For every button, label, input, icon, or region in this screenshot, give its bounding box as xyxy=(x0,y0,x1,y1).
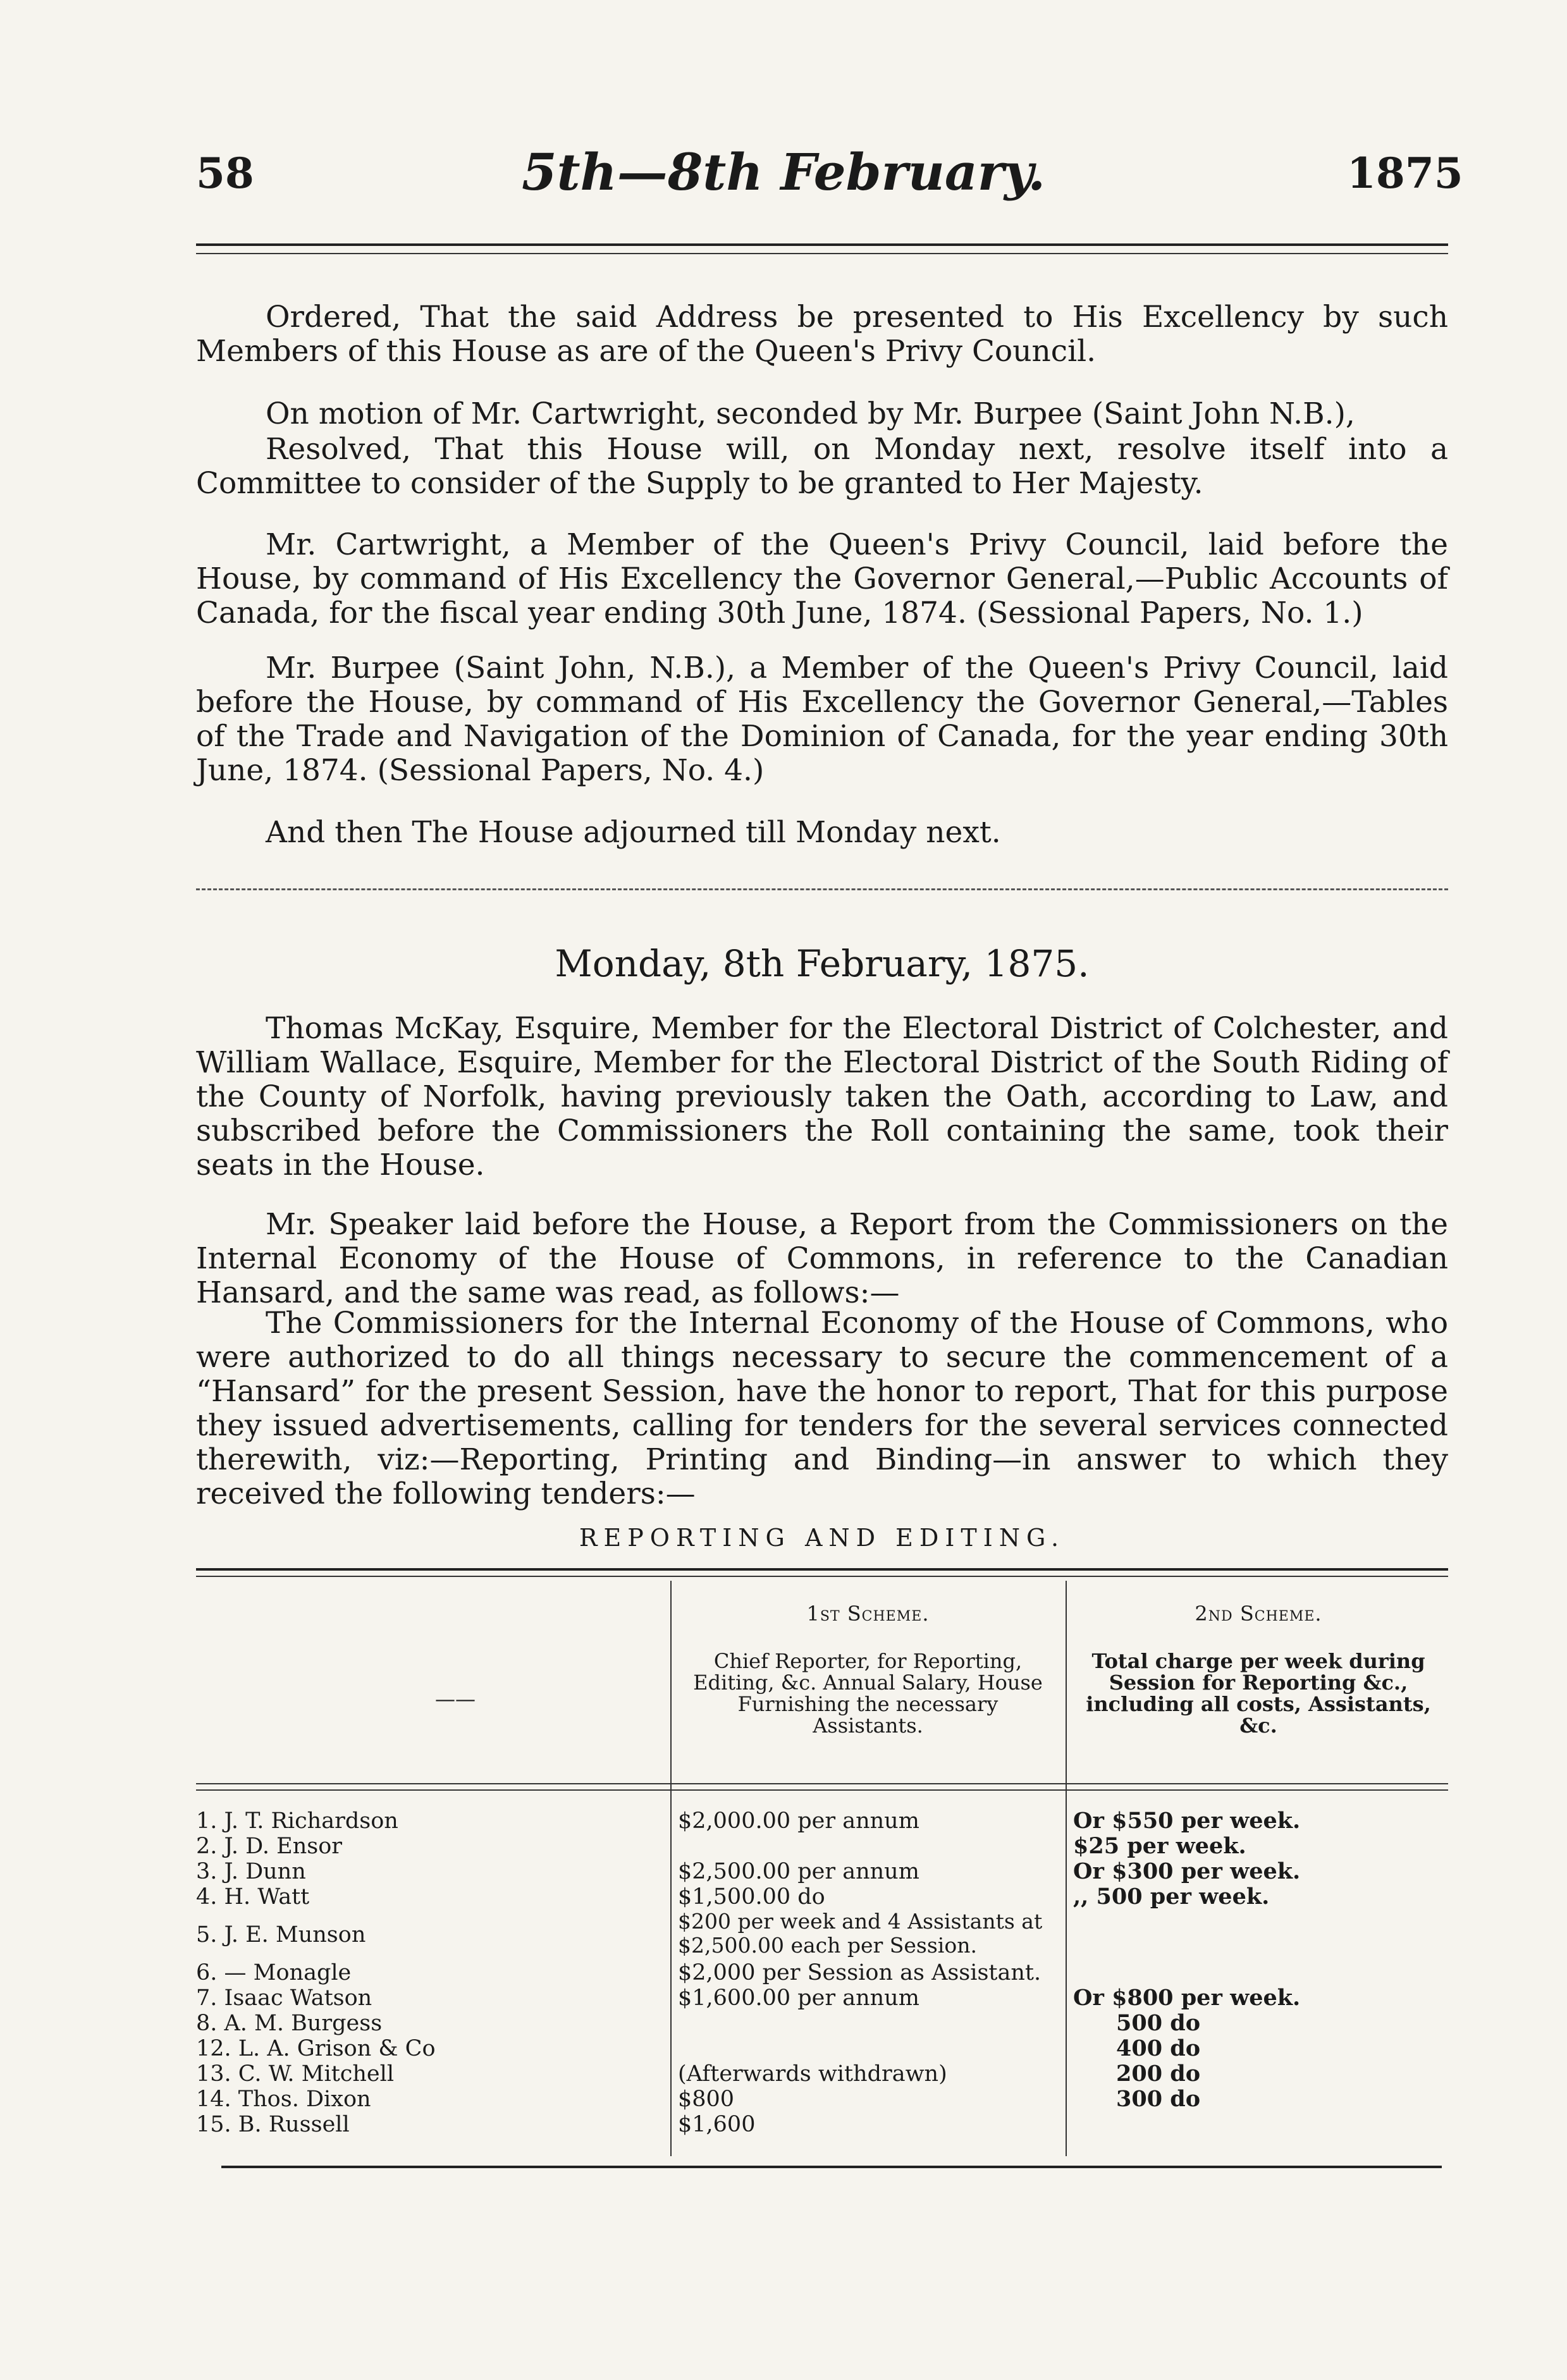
header-rule xyxy=(196,243,1448,246)
scheme1-value xyxy=(670,2011,1066,2036)
paragraph-commissioners: The Commissioners for the Internal Economy of the House of Commons, who were authorized to do all things necessary to secure the commencement of a “Hansard” for the present Session, have the honor to report, That for this purpose they issued advertisements, calling for tenders for the several services connected therewith, viz:—Reporting, Printing and Binding—in answer to which they received the following tenders:— xyxy=(196,1306,1448,1511)
table-row xyxy=(196,2036,1448,2061)
tenderer-name: 1. J. T. Richardson xyxy=(196,1808,398,1834)
table-header-rule-2 xyxy=(196,1789,1448,1791)
scheme2-value: 500 do xyxy=(1116,2011,1201,2036)
table-row xyxy=(196,1834,1448,1859)
scheme2-title: 2nd Scheme. xyxy=(1195,1602,1322,1626)
page-year: 1875 xyxy=(1347,149,1463,198)
section-divider xyxy=(196,888,1448,890)
table-row xyxy=(196,1960,1448,1985)
table-row xyxy=(196,1910,1448,1960)
paragraph-trade-tables: Mr. Burpee (Saint John, N.B.), a Member of the Queen's Privy Council, laid before the House, by command of His Excellency the Governor General,—Tables of the Trade and Navigation of the Dominion of Canada, for the year ending 30th June, 1874. (Sessional Papers, No. 4.) xyxy=(196,651,1448,788)
paragraph-resolved: Resolved, That this House will, on Monday next, resolve itself into a Committee to consider of the Supply to be granted to Her Majesty. xyxy=(196,432,1448,501)
scheme2-value: 400 do xyxy=(1116,2036,1201,2061)
scheme1-value xyxy=(670,1834,1066,1859)
tenderer-name: 12. L. A. Grison & Co xyxy=(196,2036,436,2061)
scheme1-description: Chief Reporter, for Reporting, Editing, &c. Annual Salary, House Furnishing the necessary Assistants. xyxy=(693,1649,1043,1738)
paragraph-adjourned: And then The House adjourned till Monday next. xyxy=(266,815,1001,850)
paragraph-ordered: Ordered, That the said Address be presented to His Excellency by such Members of this House as are of the Queen's Privy Council. xyxy=(196,300,1448,369)
tenderer-name: 15. B. Russell xyxy=(196,2112,350,2137)
tenderer-name: 3. J. Dunn xyxy=(196,1859,306,1884)
tenderer-name: 6. — Monagle xyxy=(196,1960,352,1985)
table-header-rule xyxy=(196,1783,1448,1784)
scheme2-value xyxy=(1066,1960,1448,1985)
table-row xyxy=(196,2011,1448,2036)
tenderer-name: 5. J. E. Munson xyxy=(196,1922,366,1948)
scheme1-value: $2,500.00 per annum xyxy=(678,1859,919,1884)
scheme1-value: $1,500.00 do xyxy=(678,1884,825,1910)
tenderer-name: 13. C. W. Mitchell xyxy=(196,2061,395,2087)
table-heading: REPORTING AND EDITING. xyxy=(579,1524,1066,1552)
table-row xyxy=(196,1884,1448,1910)
scheme2-value: $25 per week. xyxy=(1073,1834,1246,1859)
scheme1-value xyxy=(670,2036,1066,2061)
paragraph-public-accounts: Mr. Cartwright, a Member of the Queen's Privy Council, laid before the House, by command of His Excellency the Governor General,—Public Accounts of Canada, for the fiscal year ending 30th June, 1874. (Sessional Papers, No. 1.) xyxy=(196,527,1448,630)
table-row xyxy=(196,2112,1448,2137)
tenderer-name: 14. Thos. Dixon xyxy=(196,2087,371,2112)
table-top-rule xyxy=(196,1568,1448,1571)
blank-column-mark: —— xyxy=(435,1687,476,1711)
tenderer-name: 2. J. D. Ensor xyxy=(196,1834,343,1859)
tenders-table xyxy=(196,1808,1448,2137)
table-row xyxy=(196,2061,1448,2087)
paragraph-speaker-report: Mr. Speaker laid before the House, a Report from the Commissioners on the Internal Economy of the House of Commons, in reference to the Canadian Hansard, and the same was read, as follows:— xyxy=(196,1207,1448,1310)
scheme2-value: ,, 500 per week. xyxy=(1073,1884,1270,1910)
table-end-rule xyxy=(221,2166,1442,2168)
scheme1-value: $2,000 per Session as Assistant. xyxy=(678,1960,1042,1985)
date-heading: Monday, 8th February, 1875. xyxy=(555,942,1090,985)
scheme1-value: $2,000.00 per annum xyxy=(678,1808,919,1834)
scheme2-description: Total charge per week during Session for Reporting &c., including all costs, Assistants, &c. xyxy=(1086,1649,1431,1738)
table-row xyxy=(196,1985,1448,2011)
scheme1-value: $1,600 xyxy=(678,2112,756,2137)
paragraph-motion: On motion of Mr. Cartwright, seconded by Mr. Burpee (Saint John N.B.), xyxy=(266,396,1355,431)
table-row xyxy=(196,1859,1448,1884)
scheme2-value: 200 do xyxy=(1116,2061,1201,2087)
tenderer-name: 7. Isaac Watson xyxy=(196,1985,372,2011)
scheme1-value: (Afterwards withdrawn) xyxy=(678,2061,947,2087)
scheme2-value xyxy=(1066,2112,1448,2137)
scheme2-value: Or $800 per week. xyxy=(1073,1985,1301,2011)
paragraph-new-members: Thomas McKay, Esquire, Member for the Electoral District of Colchester, and William Wallace, Esquire, Member for the Electoral District of the South Riding of the County of Norfolk, having previously taken the Oath, according to Law, and subscribed before the Commissioners the Roll containing the same, took their seats in the House. xyxy=(196,1011,1448,1182)
scheme1-value: $1,600.00 per annum xyxy=(678,1985,919,2011)
table-row xyxy=(196,1808,1448,1834)
tenderer-name: 4. H. Watt xyxy=(196,1884,310,1910)
scheme2-value: Or $300 per week. xyxy=(1073,1859,1301,1884)
table-top-rule-thin xyxy=(196,1576,1448,1577)
header-rule-thin xyxy=(196,253,1448,254)
scheme2-value: 300 do xyxy=(1116,2087,1201,2112)
tenderer-name: 8. A. M. Burgess xyxy=(196,2011,383,2036)
scheme1-value: $200 per week and 4 Assistants at $2,500.00 each per Session. xyxy=(678,1909,1043,1958)
page-number: 58 xyxy=(196,149,254,198)
scheme1-title: 1st Scheme. xyxy=(806,1602,930,1626)
scheme2-value: Or $550 per week. xyxy=(1073,1808,1301,1834)
table-row xyxy=(196,2087,1448,2112)
scheme2-value xyxy=(1066,1910,1448,1960)
running-title: 5th—8th February. xyxy=(521,142,1046,202)
scheme1-value: $800 xyxy=(678,2087,735,2112)
